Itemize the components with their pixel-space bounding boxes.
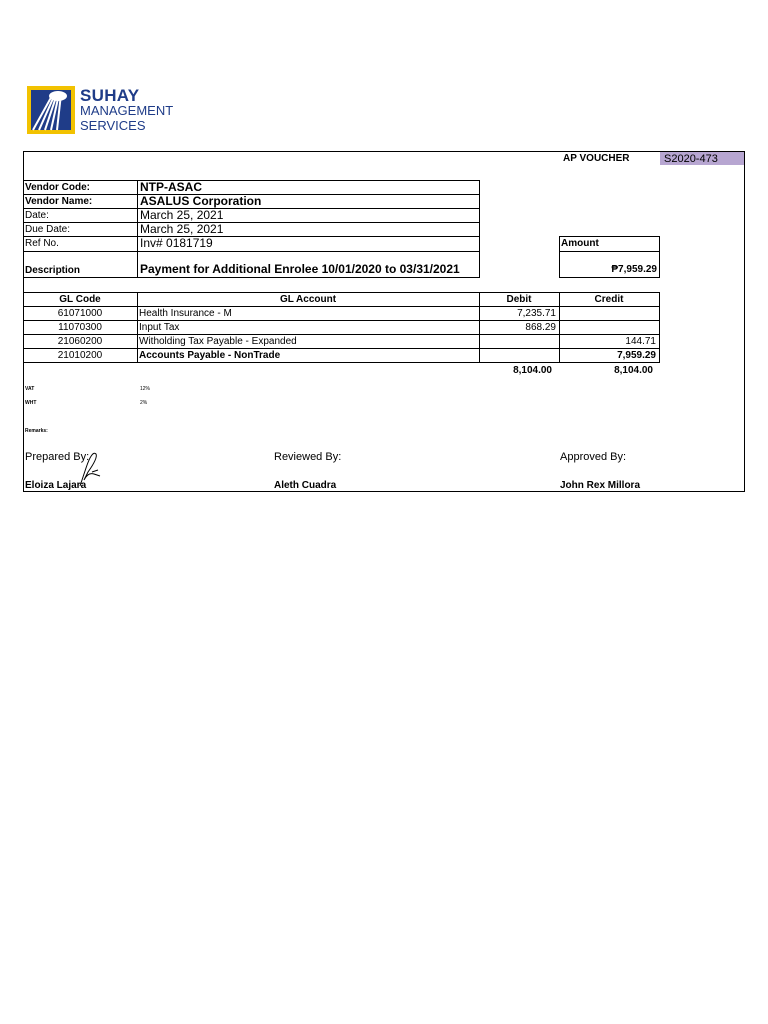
company-name-line1: SUHAY <box>80 86 140 105</box>
wht-value: 2% <box>140 400 148 406</box>
due-date-label: Due Date: <box>25 224 71 235</box>
vendor-code-value: NTP-ASAC <box>140 180 202 194</box>
vendor-code-label: Vendor Code: <box>25 182 91 193</box>
table-row-account: Health Insurance - M <box>139 308 232 319</box>
company-name-line3: SERVICES <box>80 118 146 133</box>
ref-value: Inv# 0181719 <box>140 236 213 250</box>
company-name <box>80 88 173 133</box>
vat-label: VAT <box>25 386 35 392</box>
table-row-account: Input Tax <box>139 322 180 333</box>
ref-label: Ref No. <box>25 238 59 249</box>
table-row-code: 61071000 <box>57 308 103 319</box>
table-row-code: 11070300 <box>58 322 102 333</box>
description-value: Payment for Additional Enrolee 10/01/2020 to 03/31/2021 <box>140 262 460 276</box>
table-row-code: 21060200 <box>57 336 103 347</box>
approved-by-label: Approved By: <box>560 451 627 463</box>
table-row-debit: 868.29 <box>525 322 556 333</box>
voucher-number: S2020-473 <box>664 153 718 165</box>
prepared-by-name: Eloiza Lajara <box>25 480 87 491</box>
company-name-line2: MANAGEMENT <box>80 103 174 118</box>
date-label: Date: <box>25 210 49 221</box>
table-row-debit: 7,235.71 <box>517 308 556 319</box>
amount-label: Amount <box>561 238 599 249</box>
voucher-title: AP VOUCHER <box>563 153 630 164</box>
table-row-account: Witholding Tax Payable - Expanded <box>139 336 297 347</box>
prepared-by-label: Prepared By: <box>25 451 90 463</box>
table-row-account: Accounts Payable - NonTrade <box>139 350 281 361</box>
amount-value: ₱7,959.29 <box>611 264 657 275</box>
vendor-name-label: Vendor Name: <box>25 196 93 207</box>
date-value: March 25, 2021 <box>140 208 224 222</box>
vendor-name-value: ASALUS Corporation <box>140 194 262 208</box>
table-row-code: 21010200 <box>57 350 103 361</box>
total-credit: 8,104.00 <box>614 365 653 376</box>
vat-value: 12% <box>140 386 151 392</box>
table-row-credit: 7,959.29 <box>617 350 656 361</box>
total-debit: 8,104.00 <box>513 365 552 376</box>
reviewed-by-label: Reviewed By: <box>274 451 342 463</box>
company-logo-icon <box>27 86 75 134</box>
due-date-value: March 25, 2021 <box>140 222 224 236</box>
table-row-credit: 144.71 <box>625 336 656 347</box>
wht-label: WHT <box>25 400 37 406</box>
gl-header-credit: Credit <box>594 294 624 305</box>
reviewed-by-name: Aleth Cuadra <box>274 480 337 491</box>
approved-by-name: John Rex Millora <box>560 480 641 491</box>
gl-header-account: GL Account <box>279 294 337 305</box>
gl-header-debit: Debit <box>506 294 532 305</box>
description-label: Description <box>25 265 81 276</box>
gl-header-code: GL Code <box>59 294 101 305</box>
remarks-label: Remarks: <box>25 428 48 434</box>
